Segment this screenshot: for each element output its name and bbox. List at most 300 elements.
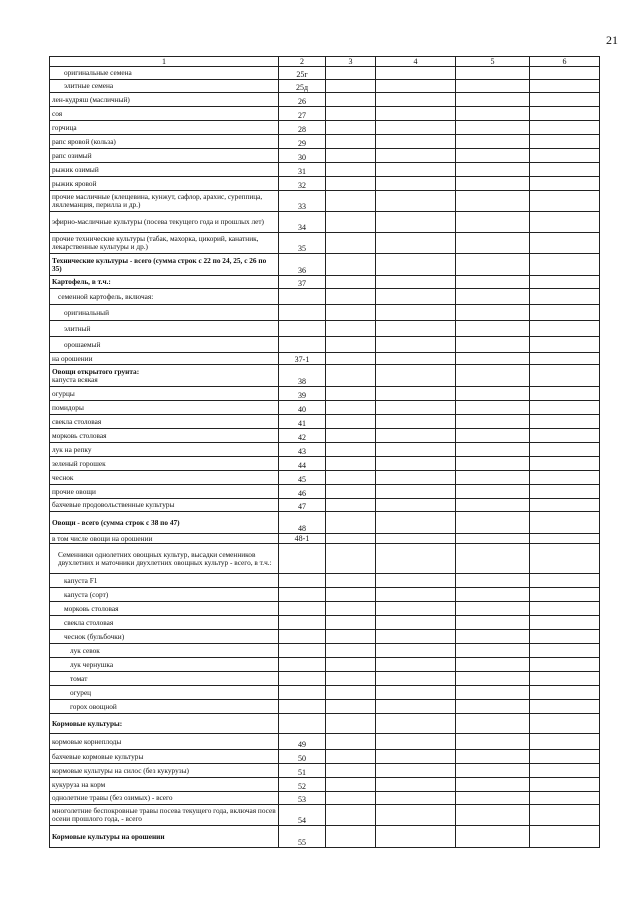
- data-cell: [376, 353, 456, 365]
- row-code: 25г: [279, 67, 326, 80]
- row-label: зеленый горошек: [50, 457, 279, 471]
- row-code: 51: [279, 764, 326, 778]
- data-cell: [376, 826, 456, 848]
- data-cell: [530, 544, 600, 574]
- column-header: 2: [279, 57, 326, 67]
- data-cell: [376, 512, 456, 534]
- table-row: [50, 672, 600, 686]
- row-label: рыжик яровой: [50, 177, 279, 191]
- data-cell: [456, 644, 530, 658]
- row-code: 49: [279, 734, 326, 750]
- table-row: [50, 602, 600, 616]
- row-label: кукуруза на корм: [50, 778, 279, 792]
- row-label: чеснок: [50, 471, 279, 485]
- data-cell: [456, 80, 530, 93]
- data-cell: [530, 289, 600, 305]
- row-code: 52: [279, 778, 326, 792]
- data-cell: [326, 700, 376, 714]
- row-label: капуста F1: [50, 574, 279, 588]
- row-code: 32: [279, 177, 326, 191]
- data-cell: [530, 499, 600, 512]
- table-row: [50, 163, 600, 177]
- row-code: 48-1: [279, 534, 326, 544]
- column-header: 3: [326, 57, 376, 67]
- statistics-table: [49, 56, 600, 848]
- data-cell: [456, 658, 530, 672]
- data-cell: [376, 534, 456, 544]
- row-label: оригинальные семена: [50, 67, 279, 80]
- row-label: прочие овощи: [50, 485, 279, 499]
- row-code: 41: [279, 415, 326, 429]
- data-cell: [326, 177, 376, 191]
- table-row: [50, 750, 600, 764]
- row-label: семенной картофель, включая:: [50, 289, 279, 305]
- data-cell: [326, 764, 376, 778]
- data-cell: [326, 602, 376, 616]
- row-label: лук севок: [50, 644, 279, 658]
- data-cell: [326, 149, 376, 163]
- data-cell: [456, 429, 530, 443]
- data-cell: [456, 276, 530, 289]
- row-code: [279, 544, 326, 574]
- data-cell: [326, 616, 376, 630]
- data-cell: [530, 121, 600, 135]
- data-cell: [530, 163, 600, 177]
- data-cell: [456, 67, 530, 80]
- data-cell: [530, 534, 600, 544]
- data-cell: [326, 415, 376, 429]
- data-cell: [326, 574, 376, 588]
- table-row: [50, 276, 600, 289]
- row-code: [279, 616, 326, 630]
- data-cell: [456, 149, 530, 163]
- table-row: [50, 93, 600, 107]
- row-code: 38: [279, 365, 326, 387]
- table-row: [50, 80, 600, 93]
- data-cell: [326, 588, 376, 602]
- data-cell: [376, 805, 456, 826]
- data-cell: [456, 485, 530, 499]
- row-code: 44: [279, 457, 326, 471]
- data-cell: [530, 805, 600, 826]
- column-header: 6: [530, 57, 600, 67]
- row-label: рыжик озимый: [50, 163, 279, 177]
- row-code: 36: [279, 254, 326, 276]
- row-label: огурец: [50, 686, 279, 700]
- data-cell: [456, 365, 530, 387]
- data-cell: [326, 443, 376, 457]
- data-cell: [376, 764, 456, 778]
- data-cell: [326, 93, 376, 107]
- data-cell: [376, 163, 456, 177]
- table-row: [50, 429, 600, 443]
- data-cell: [530, 67, 600, 80]
- data-cell: [456, 387, 530, 401]
- row-label: кормовые культуры на силос (без кукурузы): [50, 764, 279, 778]
- data-cell: [376, 93, 456, 107]
- table-row: [50, 534, 600, 544]
- data-cell: [456, 233, 530, 254]
- row-code: 26: [279, 93, 326, 107]
- data-cell: [530, 686, 600, 700]
- table-row: [50, 734, 600, 750]
- data-cell: [530, 135, 600, 149]
- data-cell: [326, 534, 376, 544]
- data-cell: [530, 471, 600, 485]
- data-cell: [376, 121, 456, 135]
- data-cell: [326, 499, 376, 512]
- data-cell: [530, 792, 600, 805]
- data-cell: [326, 457, 376, 471]
- data-cell: [376, 616, 456, 630]
- data-cell: [376, 191, 456, 212]
- row-label: горчица: [50, 121, 279, 135]
- data-cell: [376, 254, 456, 276]
- row-label: горох овощной: [50, 700, 279, 714]
- row-code: 53: [279, 792, 326, 805]
- data-cell: [456, 499, 530, 512]
- data-cell: [456, 672, 530, 686]
- data-cell: [530, 658, 600, 672]
- data-cell: [530, 337, 600, 353]
- row-label: орошаемый: [50, 337, 279, 353]
- row-label: Картофель, в т.ч.:: [50, 276, 279, 289]
- data-cell: [456, 734, 530, 750]
- data-cell: [456, 321, 530, 337]
- table-row: [50, 499, 600, 512]
- table-row: [50, 387, 600, 401]
- data-cell: [530, 602, 600, 616]
- row-code: 34: [279, 212, 326, 233]
- table-row: [50, 616, 600, 630]
- data-cell: [376, 212, 456, 233]
- data-cell: [530, 80, 600, 93]
- data-cell: [326, 121, 376, 135]
- data-cell: [376, 792, 456, 805]
- row-label: томат: [50, 672, 279, 686]
- row-label: чеснок (бульбочки): [50, 630, 279, 644]
- data-cell: [376, 714, 456, 734]
- data-cell: [376, 750, 456, 764]
- data-cell: [530, 700, 600, 714]
- data-cell: [530, 177, 600, 191]
- table-row: [50, 443, 600, 457]
- data-cell: [326, 365, 376, 387]
- data-cell: [376, 544, 456, 574]
- data-cell: [326, 792, 376, 805]
- data-cell: [456, 337, 530, 353]
- row-code: [279, 289, 326, 305]
- data-cell: [326, 163, 376, 177]
- row-label: соя: [50, 107, 279, 121]
- data-cell: [456, 700, 530, 714]
- row-code: [279, 602, 326, 616]
- data-cell: [326, 714, 376, 734]
- data-cell: [326, 67, 376, 80]
- data-cell: [530, 276, 600, 289]
- table-row: [50, 485, 600, 499]
- column-header: 1: [50, 57, 279, 67]
- row-code: [279, 337, 326, 353]
- table-row: [50, 233, 600, 254]
- data-cell: [326, 658, 376, 672]
- row-label: Технические культуры - всего (сумма строк с 22 по 24, 25, с 26 по 35): [50, 254, 279, 276]
- table-row: [50, 826, 600, 848]
- data-cell: [326, 135, 376, 149]
- data-cell: [326, 512, 376, 534]
- row-code: 33: [279, 191, 326, 212]
- row-label: лук чернушка: [50, 658, 279, 672]
- row-code: 28: [279, 121, 326, 135]
- row-code: [279, 305, 326, 321]
- data-cell: [326, 191, 376, 212]
- data-cell: [376, 672, 456, 686]
- data-cell: [530, 644, 600, 658]
- data-cell: [326, 212, 376, 233]
- data-cell: [326, 485, 376, 499]
- row-code: 30: [279, 149, 326, 163]
- data-cell: [530, 630, 600, 644]
- data-cell: [456, 289, 530, 305]
- row-code: [279, 658, 326, 672]
- data-cell: [326, 387, 376, 401]
- data-cell: [530, 191, 600, 212]
- row-code: [279, 686, 326, 700]
- data-cell: [326, 672, 376, 686]
- table-row: [50, 457, 600, 471]
- data-cell: [530, 764, 600, 778]
- data-cell: [456, 471, 530, 485]
- data-cell: [456, 714, 530, 734]
- data-cell: [456, 163, 530, 177]
- data-cell: [376, 443, 456, 457]
- table-row: [50, 714, 600, 734]
- table-row: [50, 778, 600, 792]
- data-cell: [376, 778, 456, 792]
- row-code: [279, 574, 326, 588]
- row-label: в том числе овощи на орошении: [50, 534, 279, 544]
- data-cell: [376, 588, 456, 602]
- table-row: [50, 686, 600, 700]
- data-cell: [376, 734, 456, 750]
- data-cell: [326, 353, 376, 365]
- row-code: [279, 321, 326, 337]
- data-cell: [530, 149, 600, 163]
- table-row: [50, 365, 600, 387]
- data-cell: [376, 471, 456, 485]
- row-label: капуста (сорт): [50, 588, 279, 602]
- row-code: 35: [279, 233, 326, 254]
- data-cell: [530, 429, 600, 443]
- table-row: [50, 630, 600, 644]
- table-row: [50, 588, 600, 602]
- row-label: бахчевые кормовые культуры: [50, 750, 279, 764]
- data-cell: [326, 305, 376, 321]
- row-label: бахчевые продовольственные культуры: [50, 499, 279, 512]
- row-code: 50: [279, 750, 326, 764]
- data-cell: [326, 401, 376, 415]
- data-cell: [530, 233, 600, 254]
- row-label: морковь столовая: [50, 602, 279, 616]
- row-code: [279, 672, 326, 686]
- row-label: прочие масличные (клещевина, кунжут, сафлор, арахис, суреппица, ляллеманция, перилла и др.): [50, 191, 279, 212]
- data-cell: [376, 177, 456, 191]
- data-cell: [456, 778, 530, 792]
- row-code: 31: [279, 163, 326, 177]
- table-row: [50, 764, 600, 778]
- data-cell: [456, 93, 530, 107]
- data-cell: [530, 443, 600, 457]
- table-row: [50, 107, 600, 121]
- data-cell: [376, 429, 456, 443]
- table-row: [50, 177, 600, 191]
- row-label: Овощи - всего (сумма строк с 38 по 47): [50, 512, 279, 534]
- data-cell: [530, 574, 600, 588]
- row-label: оригинальный: [50, 305, 279, 321]
- data-cell: [326, 826, 376, 848]
- table-row: [50, 658, 600, 672]
- row-label: кормовые корнеплоды: [50, 734, 279, 750]
- table-row: [50, 401, 600, 415]
- data-cell: [326, 80, 376, 93]
- table-row: [50, 471, 600, 485]
- row-label: свекла столовая: [50, 616, 279, 630]
- data-cell: [456, 212, 530, 233]
- data-cell: [376, 233, 456, 254]
- table-row: [50, 805, 600, 826]
- data-cell: [530, 107, 600, 121]
- data-cell: [456, 254, 530, 276]
- data-cell: [456, 512, 530, 534]
- data-cell: [456, 191, 530, 212]
- data-cell: [530, 353, 600, 365]
- row-label: помидоры: [50, 401, 279, 415]
- data-cell: [530, 415, 600, 429]
- data-cell: [530, 588, 600, 602]
- data-cell: [530, 212, 600, 233]
- data-cell: [376, 387, 456, 401]
- data-cell: [326, 750, 376, 764]
- table-row: [50, 305, 600, 321]
- data-cell: [376, 574, 456, 588]
- table-row: [50, 212, 600, 233]
- data-cell: [456, 457, 530, 471]
- data-cell: [376, 415, 456, 429]
- data-cell: [326, 644, 376, 658]
- data-cell: [376, 321, 456, 337]
- page-number: 21: [606, 33, 618, 47]
- data-cell: [456, 401, 530, 415]
- row-code: 39: [279, 387, 326, 401]
- data-cell: [326, 289, 376, 305]
- data-cell: [376, 485, 456, 499]
- data-cell: [376, 499, 456, 512]
- row-label: лен-кудряш (масличный): [50, 93, 279, 107]
- data-cell: [530, 254, 600, 276]
- row-code: 55: [279, 826, 326, 848]
- data-cell: [376, 149, 456, 163]
- data-cell: [456, 764, 530, 778]
- data-cell: [456, 750, 530, 764]
- row-code: 29: [279, 135, 326, 149]
- data-cell: [456, 826, 530, 848]
- data-cell: [376, 602, 456, 616]
- row-label: однолетние травы (без озимых) - всего: [50, 792, 279, 805]
- row-label: эфирно-масличные культуры (посева текущего года и прошлых лет): [50, 212, 279, 233]
- table-row: [50, 321, 600, 337]
- row-label: прочие технические культуры (табак, махорка, цикорий, канатник, лекарственные культуры и др.): [50, 233, 279, 254]
- data-cell: [376, 135, 456, 149]
- data-cell: [326, 429, 376, 443]
- data-cell: [326, 321, 376, 337]
- data-cell: [456, 792, 530, 805]
- row-code: [279, 588, 326, 602]
- row-label: элитные семена: [50, 80, 279, 93]
- data-cell: [376, 401, 456, 415]
- row-code: 27: [279, 107, 326, 121]
- data-cell: [376, 700, 456, 714]
- data-cell: [530, 750, 600, 764]
- data-cell: [376, 644, 456, 658]
- row-label: элитный: [50, 321, 279, 337]
- data-cell: [376, 276, 456, 289]
- data-cell: [530, 457, 600, 471]
- data-cell: [326, 778, 376, 792]
- data-cell: [456, 616, 530, 630]
- row-label: свекла столовая: [50, 415, 279, 429]
- row-code: 48: [279, 512, 326, 534]
- data-cell: [326, 337, 376, 353]
- data-cell: [376, 365, 456, 387]
- row-code: 25д: [279, 80, 326, 93]
- row-label: Кормовые культуры на орошении: [50, 826, 279, 848]
- data-cell: [456, 602, 530, 616]
- data-cell: [456, 353, 530, 365]
- row-label: огурцы: [50, 387, 279, 401]
- data-cell: [456, 415, 530, 429]
- data-cell: [456, 544, 530, 574]
- data-cell: [530, 512, 600, 534]
- row-code: 47: [279, 499, 326, 512]
- data-cell: [456, 588, 530, 602]
- data-cell: [530, 826, 600, 848]
- row-code: [279, 630, 326, 644]
- data-cell: [326, 107, 376, 121]
- row-code: [279, 700, 326, 714]
- data-cell: [530, 485, 600, 499]
- data-cell: [376, 107, 456, 121]
- row-code: 37: [279, 276, 326, 289]
- data-cell: [326, 254, 376, 276]
- column-header: 5: [456, 57, 530, 67]
- data-cell: [456, 121, 530, 135]
- table-row: [50, 289, 600, 305]
- data-cell: [326, 686, 376, 700]
- data-cell: [530, 93, 600, 107]
- header-row: [50, 57, 600, 67]
- data-cell: [376, 67, 456, 80]
- data-cell: [376, 337, 456, 353]
- data-cell: [530, 672, 600, 686]
- data-cell: [530, 365, 600, 387]
- data-cell: [326, 233, 376, 254]
- row-code: 37-1: [279, 353, 326, 365]
- data-cell: [376, 457, 456, 471]
- table-row: [50, 700, 600, 714]
- table-row: [50, 644, 600, 658]
- table-row: [50, 415, 600, 429]
- row-code: 42: [279, 429, 326, 443]
